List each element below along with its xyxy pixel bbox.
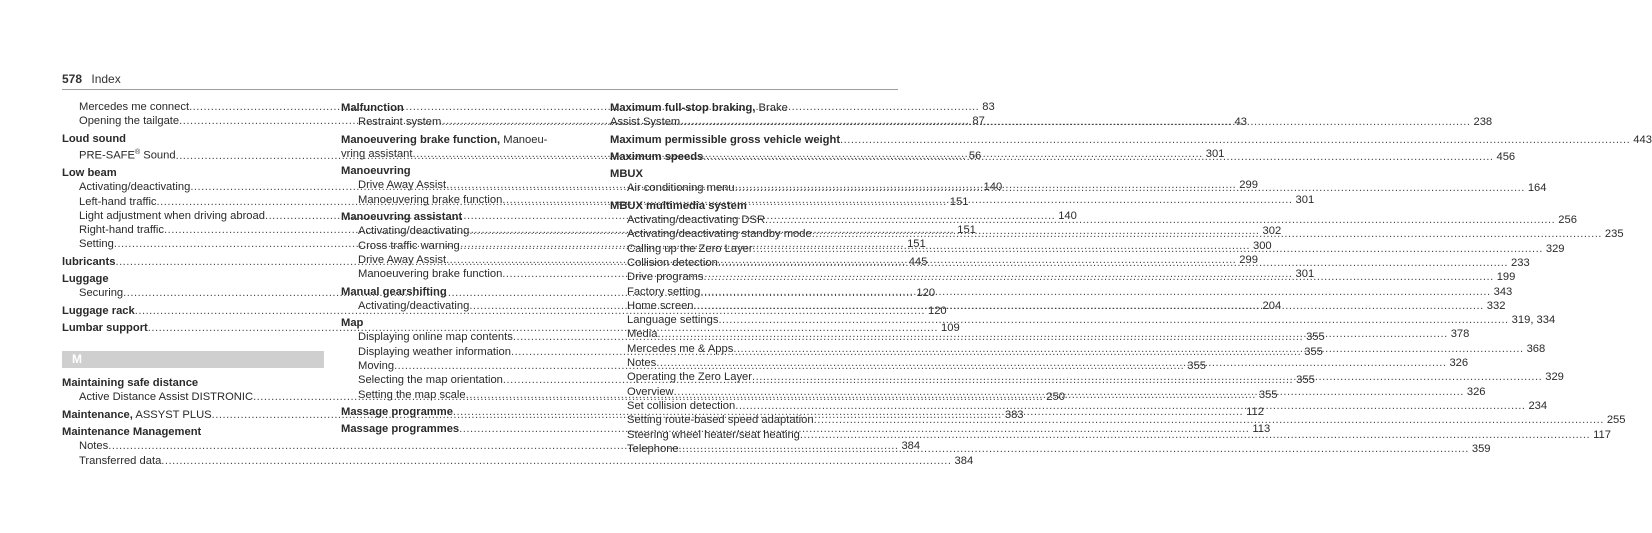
index-entry[interactable]: Moving ..... 355 [341, 359, 603, 373]
index-entry[interactable]: lubricants ..... 445 [62, 255, 324, 269]
index-entry[interactable]: Securing ..... 120 [62, 286, 324, 300]
index-entry[interactable]: Setting ..... 151 [62, 237, 324, 251]
index-entry[interactable]: Telephone ..... 359 [610, 442, 872, 456]
index-entry-wrapped-head: Maximum full-stop braking, Brake [610, 102, 788, 114]
index-entry[interactable]: Activating/deactivating standby mode ..... 235 [610, 227, 872, 241]
index-entry[interactable]: Steering wheel heater/seat heating ..... 117 [610, 428, 872, 442]
index-entry[interactable]: Left-hand traffic ..... 151 [62, 195, 324, 209]
index-heading: Low beam [62, 166, 117, 179]
index-entry[interactable]: Calling up the Zero Layer ..... 329 [610, 242, 872, 256]
index-entry[interactable]: Notes ..... 384 [62, 439, 324, 453]
index-entry[interactable]: Drive Away Assist ..... 299 [341, 253, 603, 267]
index-entry[interactable]: Assist System ..... 238 [610, 115, 872, 129]
index-entry[interactable]: Language settings ..... 319, 334 [610, 313, 872, 327]
index-entry[interactable]: Lumbar support ..... 109 [62, 321, 324, 335]
page-number: 578 [62, 72, 83, 86]
page-header [62, 72, 121, 86]
index-entry[interactable]: Drive programs ..... 199 [610, 270, 872, 284]
index-entry[interactable]: Setting route-based speed adaptation ..... 255 [610, 413, 872, 427]
index-entry[interactable]: Factory setting ..... 343 [610, 285, 872, 299]
index-entry[interactable]: Media ..... 378 [610, 327, 872, 341]
index-entry[interactable]: Home screen ..... 332 [610, 299, 872, 313]
index-entry[interactable]: Maintenance, ASSYST PLUS ..... 383 [62, 408, 324, 422]
index-entry[interactable]: Notes ..... 326 [610, 356, 872, 370]
index-entry[interactable]: Transferred data ..... 384 [62, 454, 324, 468]
index-entry[interactable]: Overview ..... 326 [610, 385, 872, 399]
index-entry[interactable]: Maximum permissible gross vehicle weight ..... 443 [610, 133, 872, 147]
index-entry[interactable]: vring assistant ..... 301 [341, 147, 603, 161]
index-entry[interactable]: Mercedes me & Apps ..... 368 [610, 342, 872, 356]
index-heading: Loud sound [62, 132, 127, 145]
index-entry[interactable]: Activating/deactivating DSR ..... 256 [610, 213, 872, 227]
index-entry[interactable]: Active Distance Assist DISTRONIC ..... 250 [62, 390, 324, 404]
index-heading: Maintaining safe distance [62, 377, 199, 390]
index-heading: Luggage [62, 273, 109, 285]
index-entry[interactable]: Massage programmes ..... 113 [341, 422, 603, 436]
section-title: Index [91, 72, 121, 86]
index-entry[interactable]: Set collision detection ..... 234 [610, 399, 872, 413]
index-entry[interactable]: Displaying weather information ..... 355 [341, 345, 603, 359]
index-entry[interactable]: Displaying online map contents ..... 355 [341, 330, 603, 344]
index-entry[interactable]: Luggage rack ..... 120 [62, 304, 324, 318]
index-heading: Manual gearshifting [341, 285, 447, 298]
index-entry[interactable]: PRE-SAFE® Sound ..... 56 [62, 146, 324, 163]
index-entry[interactable]: Maximum speeds ..... 456 [610, 150, 872, 164]
index-entry[interactable]: Activating/deactivating ..... 204 [341, 299, 603, 313]
index-entry[interactable]: Light adjustment when driving abroad ..... 140 [62, 209, 324, 223]
index-entry[interactable]: Manoeuvering brake function ..... 301 [341, 193, 603, 207]
index-entry[interactable]: Air conditioning menu ..... 164 [610, 181, 872, 195]
index-entry[interactable]: Massage programme ..... 112 [341, 405, 603, 419]
index-entry[interactable]: Manoeuvering brake function ..... 301 [341, 267, 603, 281]
index-heading: Maintenance Management [62, 426, 202, 439]
index-entry-wrapped-head: Manoeuvering brake function, Manoeu- [341, 133, 548, 146]
index-entry[interactable]: Cross traffic warning ..... 300 [341, 239, 603, 253]
index-heading: Map [341, 317, 364, 330]
index-heading: Manoeuvring [341, 165, 411, 178]
index-entry[interactable]: Restraint system ..... 43 [341, 115, 603, 129]
index-entry[interactable]: Opening the tailgate ..... 87 [62, 114, 324, 128]
index-heading: MBUX [610, 168, 643, 181]
index-entry[interactable]: Right-hand traffic ..... 151 [62, 223, 324, 237]
index-entry[interactable]: Operating the Zero Layer ..... 329 [610, 370, 872, 384]
section-letter-m: M [62, 351, 324, 368]
index-entry[interactable]: Collision detection ..... 233 [610, 256, 872, 270]
index-heading: Manoeuvring assistant [341, 211, 463, 224]
index-entry[interactable]: Selecting the map orientation ..... 355 [341, 373, 603, 387]
header-rule [62, 89, 898, 90]
index-heading: MBUX multimedia system [610, 199, 747, 212]
index-heading: Malfunction [341, 102, 404, 114]
index-entry[interactable]: Drive Away Assist ..... 299 [341, 178, 603, 192]
index-entry[interactable]: Activating/deactivating ..... 140 [62, 180, 324, 194]
index-entry[interactable]: Mercedes me connect ..... 83 [62, 100, 324, 114]
index-entry[interactable]: Activating/deactivating ..... 302 [341, 224, 603, 238]
index-entry[interactable]: Setting the map scale ..... 355 [341, 388, 603, 402]
